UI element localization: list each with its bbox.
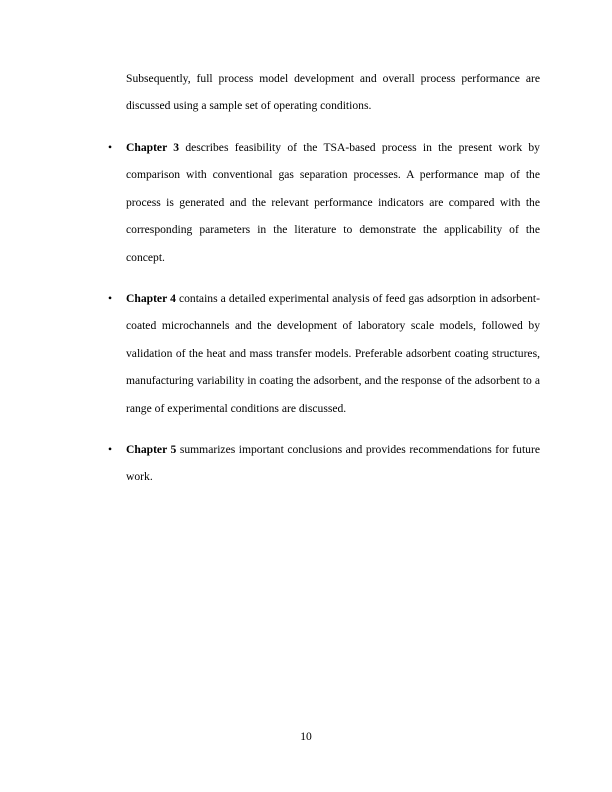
chapter-label: Chapter 5 xyxy=(126,443,177,456)
page-number: 10 xyxy=(300,730,312,743)
bullet-marker: • xyxy=(108,141,113,154)
intro-paragraph: Subsequently, full process model development and overall process performance are discussed using a sample set of operating conditions. xyxy=(126,72,540,113)
bullet-text: contains a detailed experimental analysis of feed gas adsorption in adsorbent-coated microchannels and the development of laboratory scale models, followed by validation of the heat and mass transfer models. Preferable adsorbent coating structures, manufacturing variability in coating the adsorbent, and the response of the adsorbent to a range of experimental conditions are discussed. xyxy=(126,292,540,415)
bullet-paragraph xyxy=(126,134,540,271)
bullet-paragraph xyxy=(126,436,540,491)
bullet-text: summarizes important conclusions and provides recommendations for future work. xyxy=(126,443,540,484)
chapter-label: Chapter 3 xyxy=(126,141,180,154)
bullet-marker: • xyxy=(108,443,113,456)
bullet-paragraph xyxy=(126,285,540,422)
bullet-marker: • xyxy=(108,292,113,305)
chapter-label: Chapter 4 xyxy=(126,292,176,305)
bullet-text: describes feasibility of the TSA-based process in the present work by comparison with conventional gas separation processes. A performance map of the process is generated and the relevant performance indicators are compared with the corresponding parameters in the literature to demonstrate the applicability of the concept. xyxy=(126,141,540,264)
